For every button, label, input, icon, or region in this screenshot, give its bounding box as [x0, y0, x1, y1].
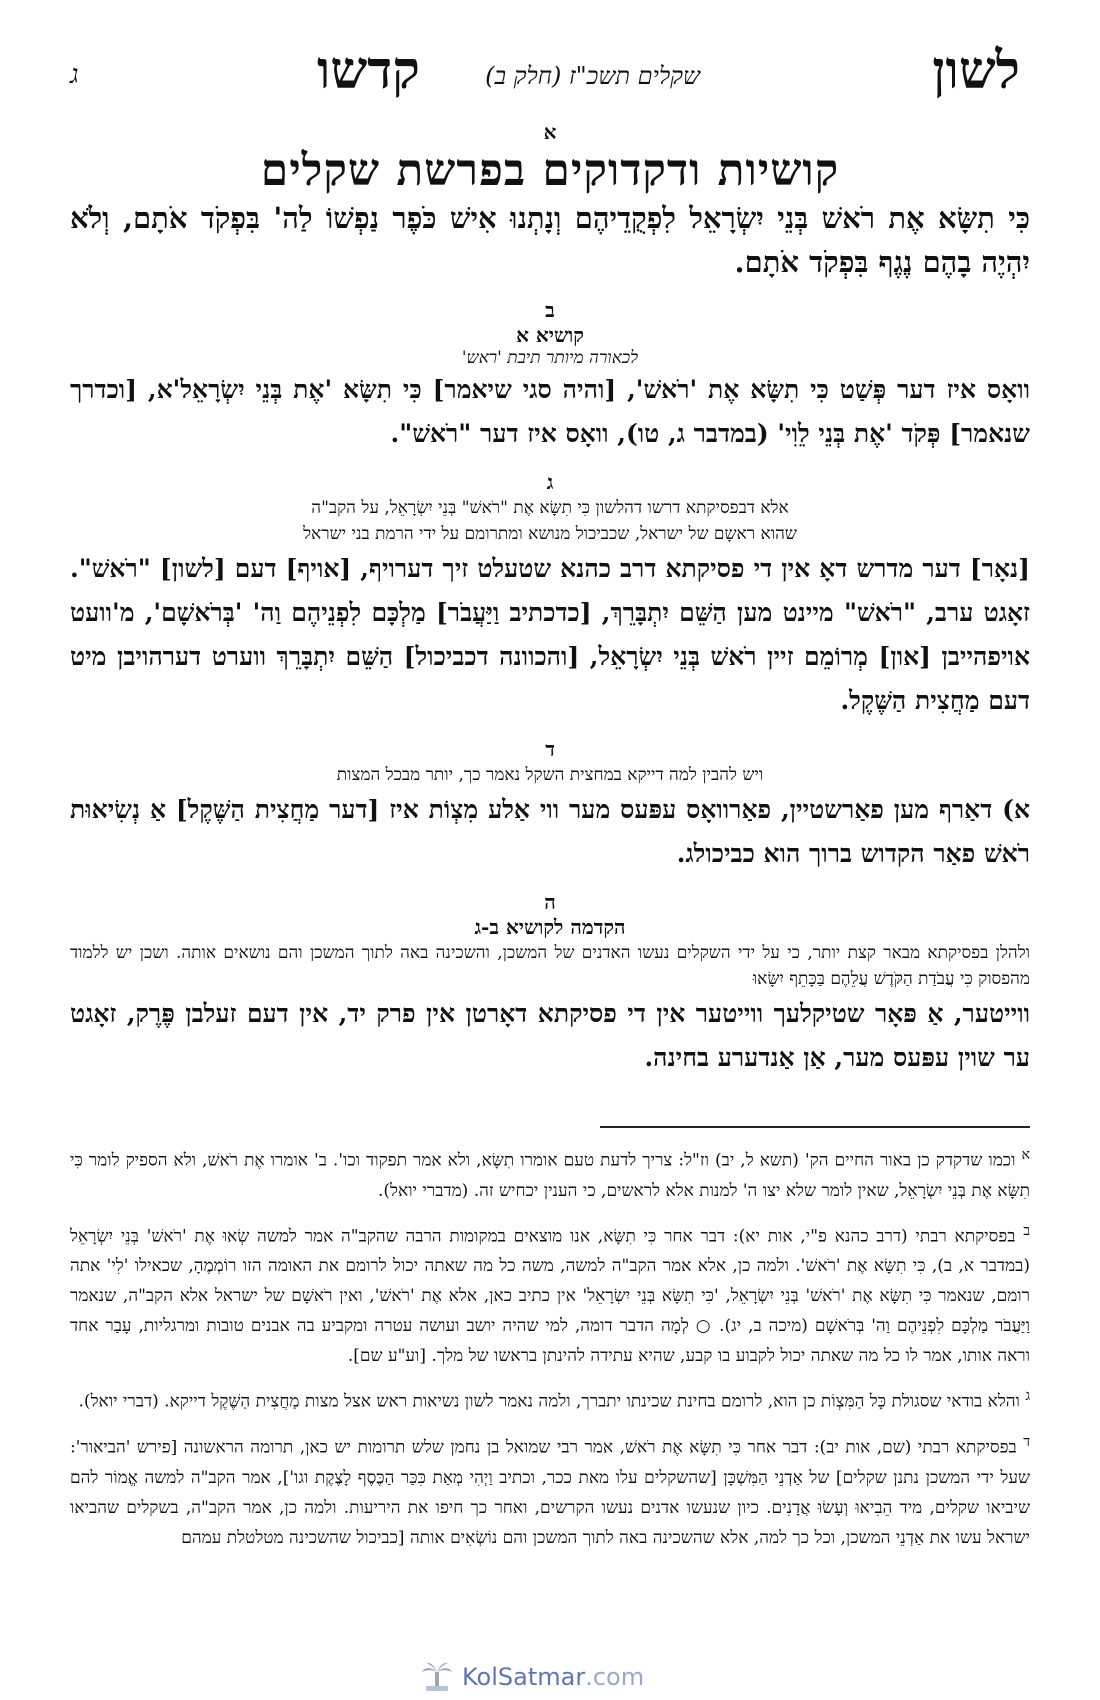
section-heading: קושיא א — [516, 323, 584, 347]
section-b — [70, 298, 1030, 456]
section-letter: א — [543, 120, 557, 144]
section-g — [70, 470, 1030, 723]
watermark — [420, 1660, 644, 1694]
section-letter: ה — [544, 890, 556, 914]
section-letter: ב — [545, 298, 555, 322]
footnote-mark: ד — [1023, 1433, 1030, 1450]
watermark-brand: KolSatmar — [462, 1663, 586, 1691]
footnote-mark: ג — [1025, 1388, 1030, 1405]
footnote-text: והלא בודאי שסגולת כָּל הַמִּצְוֹת כן הוא, לרומם בחינת שכינתו יתברך, ולמה נאמר לשון נשיאות ראש אצל מצות מַחֲצִית הַשֶּׁקֶל דייקא. (דברי יואל). — [78, 1391, 1020, 1412]
page-header — [60, 40, 1040, 110]
section-heading: הקדמה לקושיא ב-ג — [474, 915, 626, 939]
palm-tree-logo-icon — [420, 1660, 454, 1694]
header-subtitle: שקלים תשכ"ז (חלק ב) — [485, 62, 700, 90]
section-letter: ד — [545, 737, 555, 761]
footnote-divider — [600, 1126, 1030, 1128]
section-body: וואָס איז דער פְּשַׁט כִּי תִשָּׂא אֶת 'רֹאשׁ', [והיה סגי שיאמר] כִּי תִשָּׂא 'אֶת בְּנֵי יִשְׂרָאֵל'א, [וכדרך שנאמר] פְּקֹד 'אֶת בְּנֵי לֵוִי' (במדבר ג, טו), וואָס איז דער "רֹאשׁ". — [70, 375, 1030, 448]
section-intro: שהוא ראשָם של ישראל, שכביכול מנושא ומתרומם על ידי הרמת בני ישראל — [303, 524, 797, 544]
section-letter: ג — [546, 470, 554, 494]
footnote — [70, 1140, 1030, 1206]
footnote-text: בפסיקתא רבתי (דרב כהנא פ"י, אות יא): דבר אחר כִּי תִשָּׂא, אנו מוצאים במקומות הרבה שהקב"ה אמר למשה שְׂאוּ אֶת 'רֹאשׁ' בְּנֵי יִשְׂרָאֵל (במדבר א, ב), כִּי תִשָּׂא אֶת 'רֹאשׁ'. ולמה כן, אלא אמר הקב"ה למשה, משה כל מה שאתה יכול לרומם את האומה הזו רוֹמְמֶהָ, שכאילו 'לִי' אתה רומם, שנאמר כִּי תִשָּׂא אֶת 'רֹאשׁ' בְּנֵי יִשְׂרָאֵל, 'כִּי תִשָּׂא בְּנֵי יִשְׂרָאֵל' אין כתיב כאן, אלא אֶת 'רֹאשׁ', ואין רֹאשָׁם של ישראל אלא הקב"ה, שנאמר וַיַּעֲבֹר מַלְכָּם לִפְנֵיהֶם וַה' בְּרֹאשָׁם (מיכה ב, יג). ○ לְמָה הדבר דומה, למי שהיה יושב ועושה עטרה ומקביע בה אבנים טובות ומרגליות, עָבַר אחד וראה אותו, אמר לו כל מה שאתה יכול לקבוע בו קבע, שהיא עתידה להינתן בראשו של מלך. [וע"ע שם]. — [70, 1226, 1030, 1367]
main-content — [70, 120, 1030, 1094]
footnote-text: וכמו שדקדק כן באור החיים הק' (תשא ל, יב) וז"ל: צריך לדעת טעם אומרו תִשָּׂא, ולא אמר תפקוד וכו'. ב' אומרו אֶת רֹאשׁ, ולא הספיק לומר כִּי תִשָּׂא אֶת בְּנֵי יִשְׂרָאֵל, שאין לומר שלא יצו ה' למנות אלא לראשים, כי הענין יכחיש זה. (מדברי יואל). — [70, 1150, 1030, 1201]
footnote-mark: ב — [1023, 1222, 1031, 1239]
section-intro: אלא דבפסיקתא דרשו דהלשון כִּי תִשָּׂא אֶת "רֹאשׁ" בְּנֵי יִשְׂרָאֵל, על הקב"ה — [311, 498, 789, 518]
header-title-right: לשון — [932, 40, 1020, 101]
section-body: ווייטער, אַ פּאָר שטיקלעך ווייטער אין די פסיקתא דאָרטן אין פרק יד, אין דעם זעלבן פֶּרֶק, זאָגט ער שוין עפּעס מער, אַן אַנדערע בחינה. — [70, 999, 1030, 1072]
footnotes — [70, 1140, 1030, 1563]
section-intro: ויש להבין למה דייקא במחצית השקל נאמר כך, יותר מבכל המצות — [336, 765, 764, 785]
footnote — [70, 1381, 1030, 1417]
verse-text: כִּי תִשָּׂא אֶת רֹאשׁ בְּנֵי יִשְׂרָאֵל לִפְקֻדֵיהֶם וְנָתְנוּ אִישׁ כֹּפֶר נַפְשׁוֹ לַה' בִּפְקֹד אֹתָם, וְלֹא יִהְיֶה בָהֶם נֶגֶף בִּפְקֹד אֹתָם. — [70, 201, 1030, 279]
section-body: [נאָר] דער מדרש דאָ אין די פסיקתא דרב כהנא שטעלט זיך דערויף, [אויף] דעם [לשון] "רֹאשׁ". זאָגט ערב, "רֹאשׁ" מיינט מען הַשֵּׁם יִתְבָּרֵךְ, [כדכתיב וַיַּעֲבֹר] מַלְכָּם לִפְנֵיהֶם וַה' 'בְּרֹאשָׁם', מ'וועט אויפהייבן [און] מְרוֹמֵם זיין רֹאשׁ בְּנֵי יִשְׂרָאֵל, [והכוונה דכביכול] הַשֵּׁם יִתְבָּרֵךְ ווערט דערהויבן מיט דעם מַחֲצִית הַשֶּׁקֶל. — [70, 554, 1030, 715]
watermark-domain: .com — [585, 1663, 645, 1691]
section-d — [70, 737, 1030, 876]
footnote-mark: א — [1021, 1147, 1030, 1163]
section-a — [70, 120, 1030, 284]
section-note: לכאורה מיותר תיבת 'ראש' — [461, 348, 639, 368]
footnote — [70, 1427, 1030, 1553]
page-number: ג — [70, 60, 79, 90]
page-title: קושיות ודקדוקים בפרשת שקלים — [260, 145, 840, 196]
footnote — [70, 1216, 1030, 1372]
footnote-text: בפסיקתא רבתי (שם, אות יב): דבר אחר כִּי תִשָּׂא אֶת רֹאשׁ, אמר רבי שמואל בן נחמן שלש תרומות יש כאן, תרומה הראשונה [פירש 'הביאור': שעל ידי המשכן נתנן שקלים] של אַדְנֵי הַמִּשְׁכָּן [שהשקלים עלו מאת ככר, וכתיב וַיְהִי מְאַת כִּכַּר הַכֶּסֶף לָצֶקֶת וגו'], אמר הקב"ה למשה אֱמוֹר להם שיביאו שקלים, מיד הֵבִיאוּ וְעָשׂוּ אֲדָנִים. כיון שנעשו אדנים נעשו הקרשים, ואחר כך חיפו את היריעות. ולמה כן, אמר הקב"ה, בשקלים שהביאו ישראל עשו את אַדְנֵי המשכן, וכל כך למה, אלא שהשכינה באה לתוך המשכן והם נוֹשְׂאִים אותה [כביכול שהשכינה מטלטלת עמהם — [70, 1437, 1030, 1548]
section-body: א) דאַרף מען פאַרשטיין, פאַרוואָס עפּעס מער ווי אַלע מִצְוֹת איז [דער מַחֲצִית הַשֶּׁקֶל] אַ נְשִׂיאוּת רֹאשׁ פאַר הקדוש ברוך הוא כביכולג. — [70, 795, 1030, 868]
section-h — [70, 890, 1030, 1080]
header-title-left: קדשו — [317, 40, 420, 101]
section-intro: ולהלן בפסיקתא מבאר קצת יותר, כי על ידי השקלים נעשו האדנים של המשכן, והשכינה באה לתוך המשכן והם נושאים אותה. ושכן יש ללמוד מהפסוק כִּי עֲבֹדַת הַקֹּדֶשׁ עֲלֵהֶם בַּכָּתֵף יִשָּׂאוּ — [70, 943, 1030, 989]
